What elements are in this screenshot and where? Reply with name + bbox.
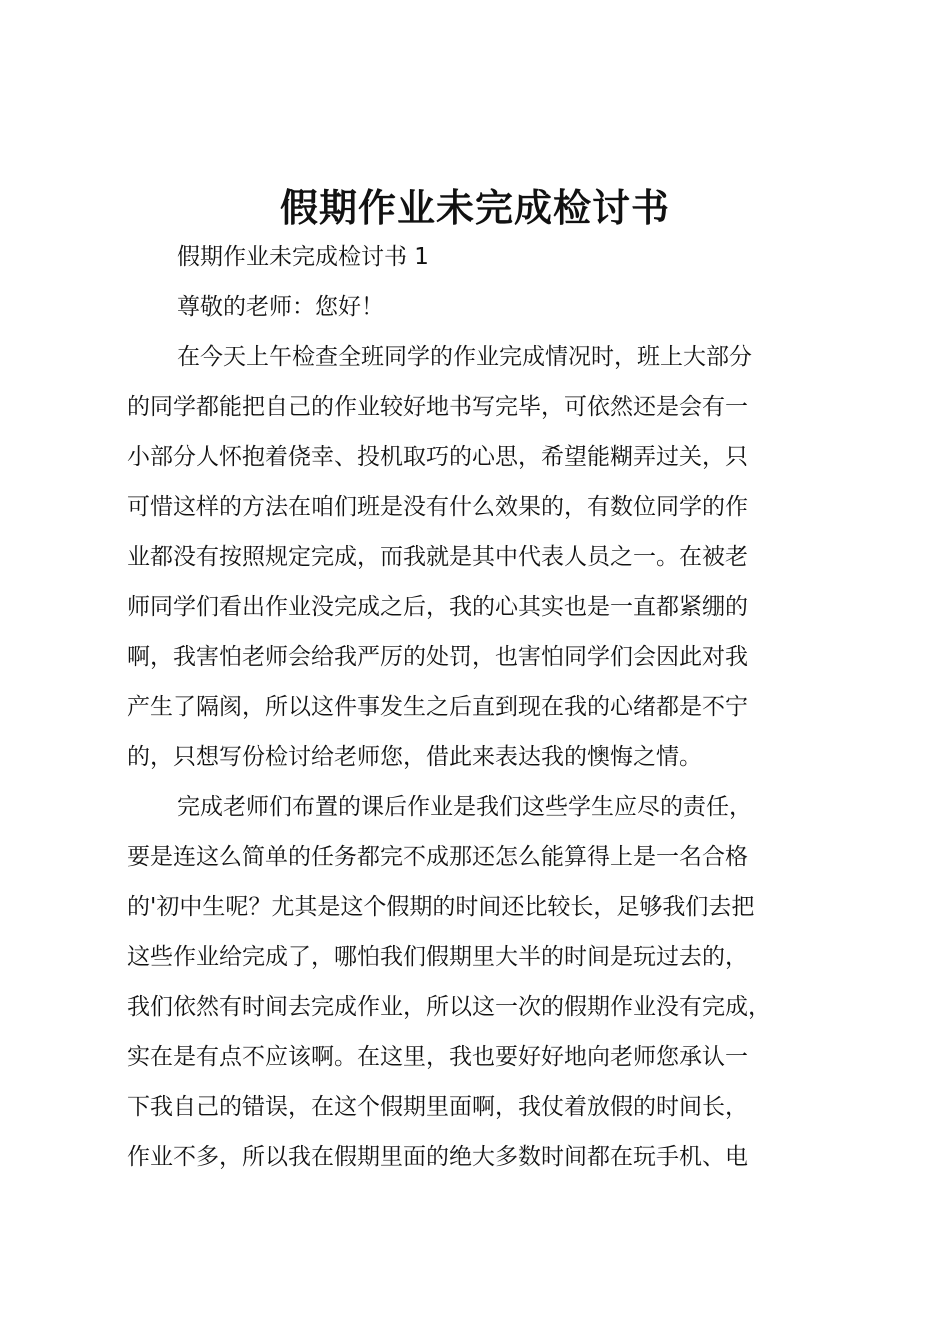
document-body <box>127 232 837 1182</box>
text-line: 完成老师们布置的课后作业是我们这些学生应尽的责任， <box>177 794 752 820</box>
document-subtitle: 假期作业未完成检讨书 1 <box>177 244 429 270</box>
paragraph-2 <box>127 782 837 1182</box>
paragraph-1 <box>127 332 837 782</box>
text-line: 这些作业给完成了，哪怕我们假期里大半的时间是玩过去的， <box>127 944 748 970</box>
text-line: 的，只想写份检讨给老师您，借此来表达我的懊悔之情。 <box>127 744 702 770</box>
text-line: 的'初中生呢？尤其是这个假期的时间还比较长，足够我们去把 <box>127 894 755 920</box>
text-line: 我们依然有时间去完成作业，所以这一次的假期作业没有完成， <box>127 994 771 1020</box>
text-line: 下我自己的错误，在这个假期里面啊，我仗着放假的时间长， <box>127 1094 748 1120</box>
text-line: 的同学都能把自己的作业较好地书写完毕，可依然还是会有一 <box>127 394 748 420</box>
text-line: 啊，我害怕老师会给我严厉的处罚，也害怕同学们会因此对我 <box>127 644 748 670</box>
text-line: 实在是有点不应该啊。在这里，我也要好好地向老师您承认一 <box>127 1044 748 1070</box>
text-line: 可惜这样的方法在咱们班是没有什么效果的，有数位同学的作 <box>127 494 748 520</box>
text-line: 业都没有按照规定完成，而我就是其中代表人员之一。在被老 <box>127 544 748 570</box>
greeting: 尊敬的老师：您好！ <box>177 294 384 320</box>
text-line: 师同学们看出作业没完成之后，我的心其实也是一直都紧绷的 <box>127 594 748 620</box>
text-line: 小部分人怀抱着侥幸、投机取巧的心思，希望能糊弄过关，只 <box>127 444 748 470</box>
document-title: 假期作业未完成检讨书 <box>279 185 670 230</box>
text-line: 产生了隔阂，所以这件事发生之后直到现在我的心绪都是不宁 <box>127 694 748 720</box>
text-line: 要是连这么简单的任务都完不成那还怎么能算得上是一名合格 <box>127 844 748 870</box>
text-line: 作业不多，所以我在假期里面的绝大多数时间都在玩手机、电 <box>127 1144 748 1170</box>
text-line: 在今天上午检查全班同学的作业完成情况时，班上大部分 <box>177 344 752 370</box>
